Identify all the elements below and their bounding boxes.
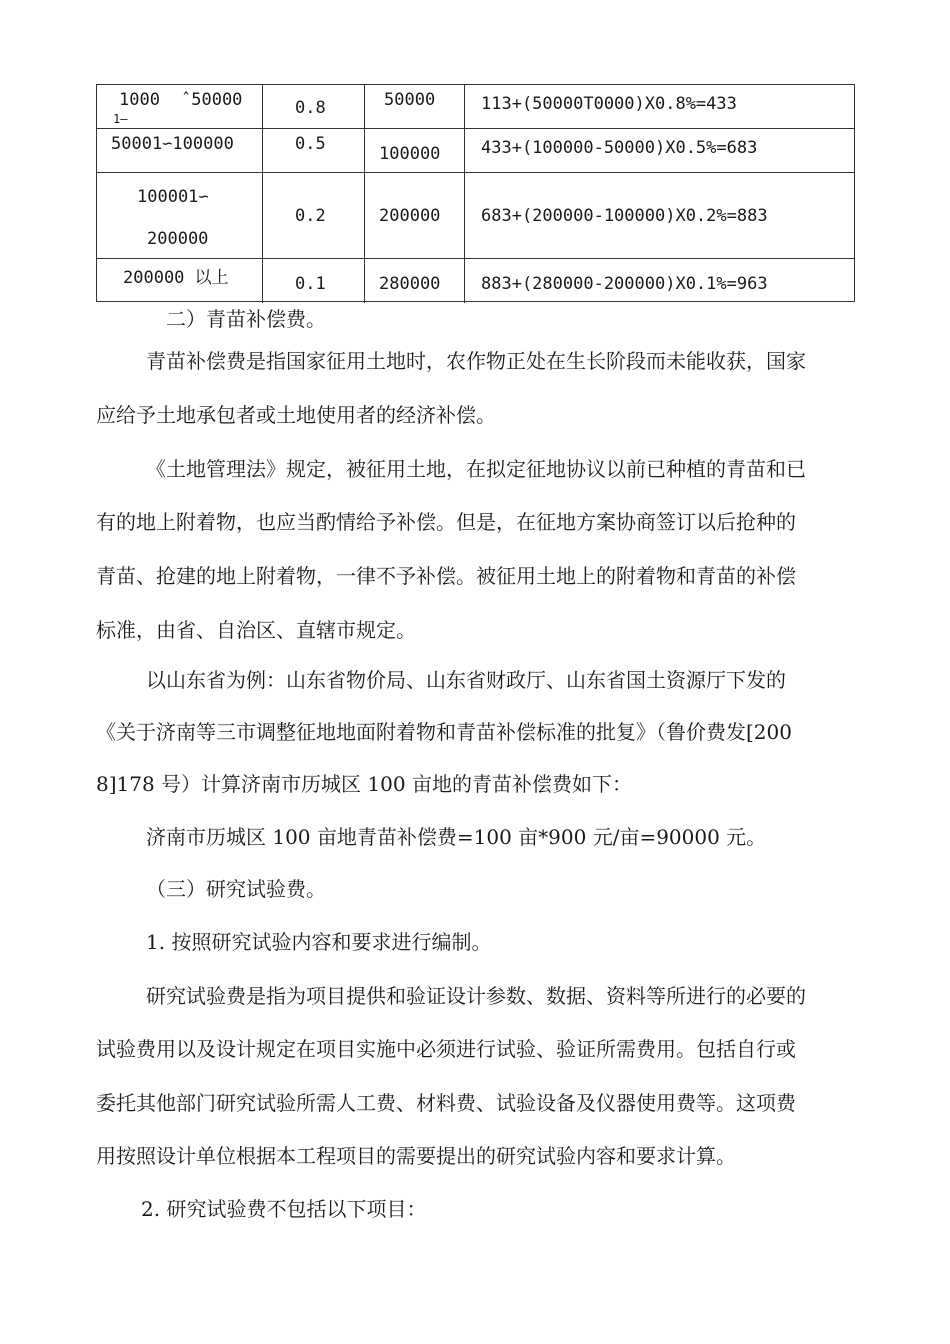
formula-cell: [465, 85, 856, 128]
formula-cell: [465, 173, 856, 258]
text-line: 济南市历城区 100 亩地青苗补偿费=100 亩*900 元/亩=90000 元。: [146, 825, 767, 849]
range-value: 200000 以上: [123, 268, 229, 288]
rate-cell: [263, 173, 365, 258]
rate-value: 0.5: [295, 134, 326, 154]
text-line: 有的地上附着物，也应当酌情给予补偿。但是，在征地方案协商签订以后抢种的: [96, 510, 796, 534]
table-row: [97, 85, 854, 129]
range-value-line2: 200000: [147, 229, 209, 249]
amount-cell: [365, 173, 465, 258]
formula-value: 683+(200000-100000)X0.2%=883: [481, 206, 768, 226]
rate-cell: [263, 129, 365, 172]
text-line: 青苗、抢建的地上附着物，一律不予补偿。被征用土地上的附着物和青苗的补偿: [96, 564, 796, 588]
text-line: 试验费用以及设计规定在项目实施中必须进行试验、验证所需费用。包括自行或: [96, 1037, 796, 1061]
text-line: 标准，由省、自治区、直辖市规定。: [96, 618, 416, 642]
range-end: ˆ50000: [181, 90, 243, 110]
list-item: 1. 按照研究试验内容和要求进行编制。: [146, 930, 492, 954]
formula-value: 883+(280000-200000)X0.1%=963: [481, 274, 768, 294]
amount-cell: [365, 259, 465, 303]
text-line: 《土地管理法》规定，被征用土地，在拟定征地协议以前已种植的青苗和已: [146, 457, 806, 481]
formula-value: 113+(50000T0000)X0.8%=433: [481, 94, 737, 114]
range-cell: [97, 173, 263, 258]
text-line: 研究试验费是指为项目提供和验证设计参数、数据、资料等所进行的必要的: [146, 984, 806, 1008]
range-cell: [97, 259, 263, 303]
text-line: 用按照设计单位根据本工程项目的需要提出的研究试验内容和要求计算。: [96, 1144, 736, 1168]
text-line: 8]178 号）计算济南市历城区 100 亩地的青苗补偿费如下：: [96, 772, 632, 796]
rate-cell: [263, 85, 365, 128]
range-start: 1000: [119, 90, 160, 110]
fee-rate-table: [96, 84, 855, 302]
rate-value: 0.2: [295, 206, 326, 226]
amount-value: 100000: [379, 144, 441, 164]
amount-value: 200000: [379, 206, 441, 226]
range-value-line1: 100001∽: [137, 187, 209, 207]
range-cell: [97, 129, 263, 172]
table-row: [97, 173, 854, 259]
formula-cell: [465, 129, 856, 172]
text-line: 青苗补偿费是指国家征用土地时，农作物正处在生长阶段而未能收获，国家: [146, 349, 806, 373]
formula-value: 433+(100000-50000)X0.5%=683: [481, 138, 758, 158]
table-row: [97, 129, 854, 173]
amount-value: 280000: [379, 274, 441, 294]
list-item: 2. 研究试验费不包括以下项目：: [141, 1197, 427, 1221]
range-value: 50001∽100000: [111, 134, 234, 154]
amount-cell: [365, 85, 465, 128]
formula-cell: [465, 259, 856, 303]
text-line: 《关于济南等三市调整征地地面附着物和青苗补偿标准的批复》（鲁价费发[200: [96, 720, 792, 744]
rate-value: 0.1: [295, 274, 326, 294]
table-row: [97, 259, 854, 303]
range-cell: [97, 85, 263, 128]
section-heading: 二）青苗补偿费。: [166, 307, 326, 331]
amount-value: 50000: [384, 90, 436, 110]
range-fragment: 1–: [113, 112, 128, 126]
rate-cell: [263, 259, 365, 303]
text-line: 委托其他部门研究试验所需人工费、材料费、试验设备及仪器使用费等。这项费: [96, 1091, 796, 1115]
section-heading: （三）研究试验费。: [146, 877, 326, 901]
text-line: 应给予土地承包者或土地使用者的经济补偿。: [96, 403, 496, 427]
amount-cell: [365, 129, 465, 172]
rate-value: 0.8: [295, 98, 326, 118]
text-line: 以山东省为例：山东省物价局、山东省财政厅、山东省国土资源厅下发的: [146, 668, 786, 692]
